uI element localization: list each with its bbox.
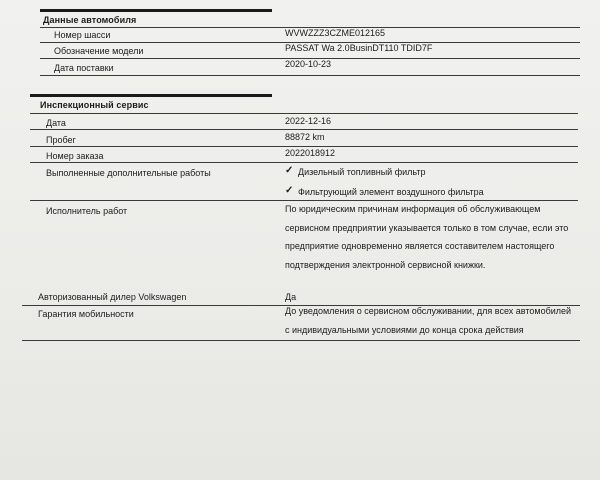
service-section-title: Инспекционный сервис [40, 100, 149, 110]
contractor-line: подтверждения электронной сервисной книжки. [285, 259, 486, 270]
model-designation-label: Обозначение модели [54, 46, 144, 56]
service-date-label: Дата [46, 118, 66, 128]
mileage-value: 88872 km [285, 132, 325, 142]
mobility-label: Гарантия мобильности [38, 309, 134, 319]
model-designation-value: PASSAT Wa 2.0BusinDT110 TDID7F [285, 43, 433, 53]
chassis-number-label: Номер шасси [54, 30, 111, 40]
service-header-rule [30, 113, 578, 114]
extra-work-item-fuel-filter: Дизельный топливный фильтр [298, 167, 426, 177]
mobility-rule [22, 340, 580, 341]
delivery-date-value: 2020-10-23 [285, 59, 332, 69]
delivery-date-label: Дата поставки [54, 63, 114, 73]
dealer-value: Да [285, 292, 297, 302]
contractor-line: сервисном предприятии указывается только в том случае, если это [285, 222, 569, 233]
contractor-line: По юридическим причинам информация об обслуживающем [285, 204, 541, 214]
service-date-value: 2022-12-16 [285, 116, 332, 126]
extra-works-label: Выполненные дополнительные работы [46, 168, 211, 178]
extra-work-item-air-filter: Фильтрующий элемент воздушного фильтра [298, 187, 484, 197]
vehicle-section-bar [40, 9, 272, 12]
vehicle-rule-3 [40, 75, 580, 76]
mileage-label: Пробег [46, 135, 76, 145]
dealer-label: Авторизованный дилер Volkswagen [38, 292, 187, 302]
service-section-bar [30, 94, 272, 97]
mobility-line: До уведомления о сервисном обслуживании, для всех автомобилей [285, 306, 572, 316]
checkmark-icon: ✓ [285, 165, 294, 176]
mobility-text [285, 302, 571, 339]
order-number-value: 2022018912 [285, 148, 336, 158]
mobility-line: с индивидуальными условиями до конца срока действия [285, 324, 524, 335]
contractor-label: Исполнитель работ [46, 206, 128, 216]
checkmark-icon: ✓ [285, 185, 294, 196]
vehicle-section-title: Данные автомобиля [43, 15, 137, 25]
contractor-text [285, 200, 568, 274]
service-rule-2 [30, 146, 578, 147]
service-rule-3 [30, 162, 578, 163]
contractor-line: предприятие одновременно является составителем настоящего [285, 241, 555, 251]
order-number-label: Номер заказа [46, 151, 104, 161]
service-rule-1 [30, 129, 578, 130]
chassis-number-value: WVWZZZ3CZME012165 [285, 28, 386, 38]
